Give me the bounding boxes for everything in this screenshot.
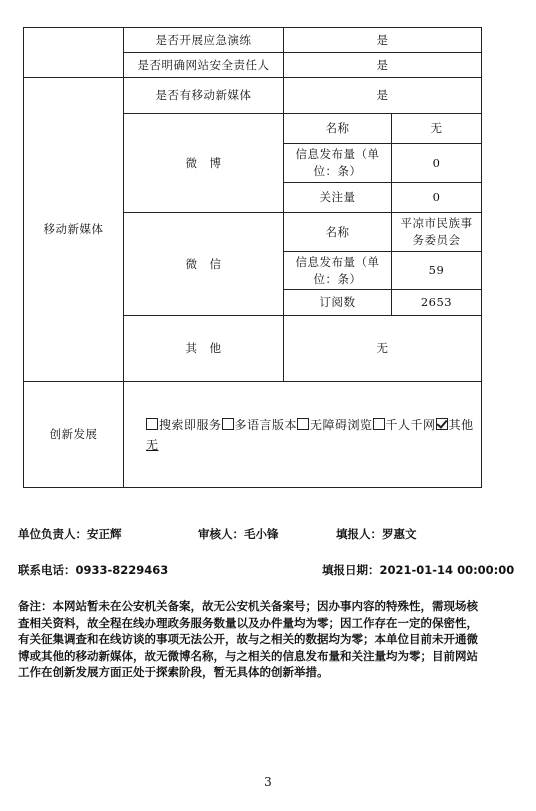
weibo-follow-value: 0 (392, 183, 482, 213)
weixin-name-label: 名称 (284, 213, 392, 252)
checked-checkbox-icon (436, 418, 448, 430)
option-accessible[interactable]: 无障碍浏览 (297, 418, 373, 432)
weixin-label: 微 信 (124, 213, 284, 316)
weixin-posts-label: 信息发布量（单位：条） (284, 252, 392, 290)
head-label: 单位负责人：安正辉 (18, 527, 122, 541)
other-label: 其 他 (124, 316, 284, 382)
drill-value: 是 (284, 28, 482, 53)
weixin-subs-label: 订阅数 (284, 290, 392, 316)
has-media-value: 是 (284, 78, 482, 114)
checkbox-icon (146, 418, 158, 430)
checkbox-icon (373, 418, 385, 430)
weixin-posts-value: 59 (392, 252, 482, 290)
innovation-options (124, 382, 482, 488)
option-search-service[interactable]: 搜索即服务 (146, 418, 222, 432)
page-number: 3 (264, 775, 272, 789)
weibo-name-label: 名称 (284, 114, 392, 144)
weibo-posts-label: 信息发布量（单位：条） (284, 144, 392, 183)
report-table (23, 27, 482, 488)
officer-value: 是 (284, 53, 482, 78)
blank-cell (24, 28, 124, 78)
checkbox-icon (297, 418, 309, 430)
phone-label: 联系电话：0933-8229463 (18, 563, 169, 577)
weixin-subs-value: 2653 (392, 290, 482, 316)
reviewer-label: 审核人：毛小锋 (198, 527, 279, 541)
innovation-label: 创新发展 (24, 382, 124, 488)
media-section-label: 移动新媒体 (24, 78, 124, 382)
weibo-follow-label: 关注量 (284, 183, 392, 213)
checkbox-icon (222, 418, 234, 430)
innovation-other-text: 无 (146, 437, 159, 452)
option-other[interactable]: 其他 (436, 418, 474, 432)
date-label: 填报日期：2021-01-14 00:00:00 (322, 563, 515, 577)
officer-label: 是否明确网站安全责任人 (124, 53, 284, 78)
weibo-name-value: 无 (392, 114, 482, 144)
drill-label: 是否开展应急演练 (124, 28, 284, 53)
other-value: 无 (284, 316, 482, 382)
weibo-posts-value: 0 (392, 144, 482, 183)
remarks: 备注：本网站暂未在公安机关备案，故无公安机关备案号；因办事内容的特殊性，需现场核查相关资料，故全程在线办理政务服务数量以及办件量均为零；因工作存在一定的保密性，有关征集调查和在线访谈的事项无法公开，故与之相关的数据均为零；本单位目前未开通微博或其他的移动新媒体，故无微博名称，与之相关的信息发布量和关注量均为零；目前网站工作在创新发展方面正处于探索阶段，暂无具体的创新举措。 (18, 599, 478, 679)
option-personalized[interactable]: 千人千网 (373, 418, 436, 432)
weibo-label: 微 博 (124, 114, 284, 213)
option-multilang[interactable]: 多语言版本 (222, 418, 298, 432)
filler-label: 填报人：罗惠文 (336, 527, 417, 541)
weixin-name-value: 平凉市民族事务委员会 (392, 213, 482, 252)
has-media-label: 是否有移动新媒体 (124, 78, 284, 114)
